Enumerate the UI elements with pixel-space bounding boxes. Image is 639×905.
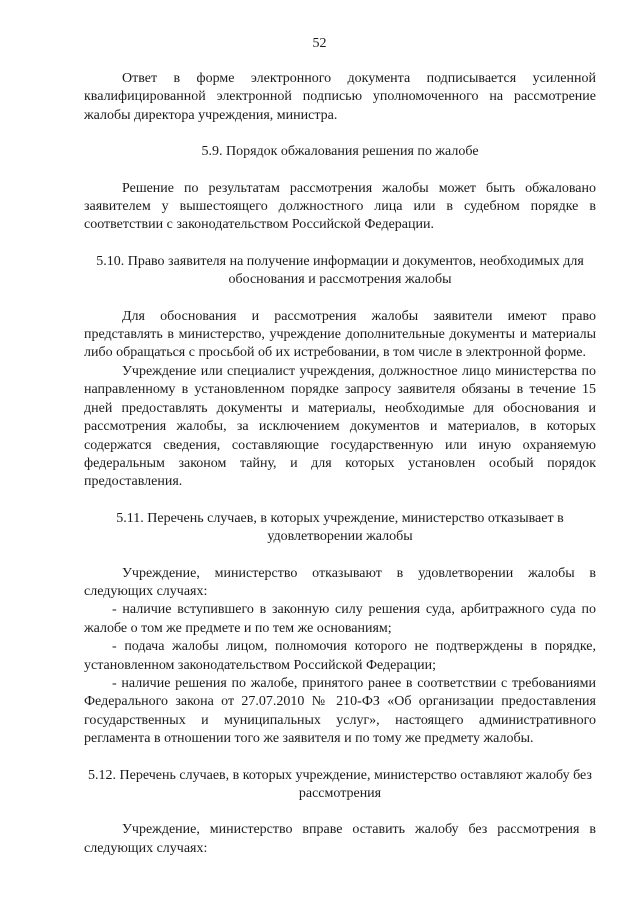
paragraph-no-review-intro: Учреждение, министерство вправе оставить жалобу без рассмотрения в следующих случаях: <box>84 822 596 856</box>
paragraph-documents-right: Для обоснования и рассмотрения жалобы заявители имеют право представлять в министерство, учреждение дополнительные документы и материалы либо обращаться с просьбой об их истребовании, в том числе в электронной форме. <box>84 308 596 361</box>
section-heading-5-10: 5.10. Право заявителя на получение информации и документов, необходимых для обоснования и рассмотрения жалобы <box>96 253 584 288</box>
list-item: - наличие решения по жалобе, принятого ранее в соответствии с требованиями Федерального закона от 27.07.2010 № 210-ФЗ «Об организации предоставления государственных и муниципальных услуг», настоящего административного регламента в отношении того же заявителя и по тому же предмету жалобы. <box>84 675 596 747</box>
section-heading-5-9: 5.9. Порядок обжалования решения по жалобе <box>201 144 479 160</box>
paragraph-signature: Ответ в форме электронного документа подписывается усиленной квалифицированной электронной подписью уполномоченного на рассмотрение жалобы директора учреждения, министра. <box>84 71 596 123</box>
section-heading-5-11: 5.11. Перечень случаев, в которых учреждение, министерство отказывает в удовлетворении жалобы <box>116 510 564 545</box>
paragraph-refusal-intro: Учреждение, министерство отказывают в удовлетворении жалобы в следующих случаях: <box>84 565 596 599</box>
page-number: 52 <box>312 36 327 51</box>
paragraph-documents-provision: Учреждение или специалист учреждения, должностное лицо министерства по направленному в установленном порядке запросу заявителя обязаны в течение 15 дней предоставлять документы и материалы, необходимые для обоснования и рассмотрения жалобы, за исключением документов и материалов, в которых содержатся сведения, составляющие государственную или иную охраняемую федеральным законом тайну, и для которых установлен особый порядок предоставления. <box>84 363 596 490</box>
section-heading-5-12: 5.12. Перечень случаев, в которых учреждение, министерство оставляют жалобу без рассмотрения <box>88 767 592 801</box>
paragraph-appeal: Решение по результатам рассмотрения жалобы может быть обжаловано заявителем у вышестоящего должностного лица или в судебном порядке в соответствии с законодательством Российской Федерации. <box>84 180 596 233</box>
list-item: - наличие вступившего в законную силу решения суда, арбитражного суда по жалобе о том же предмете и по тем же основаниям; <box>84 602 596 636</box>
list-item: - подача жалобы лицом, полномочия которого не подтверждены в порядке, установленном законодательством Российской Федерации; <box>84 639 596 673</box>
document-body <box>84 70 596 858</box>
